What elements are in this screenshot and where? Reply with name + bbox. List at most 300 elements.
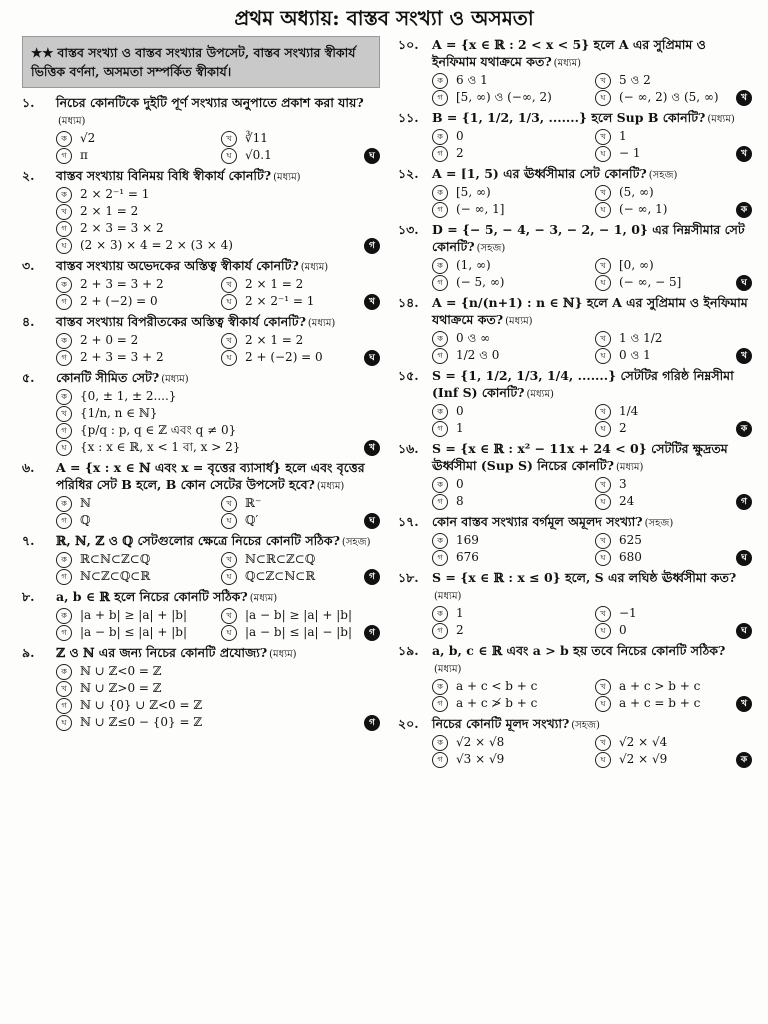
options-grid bbox=[432, 330, 752, 364]
option-item[interactable] bbox=[432, 695, 589, 712]
option-text: 2 bbox=[456, 146, 464, 160]
option-text: √2 × √8 bbox=[456, 735, 505, 749]
answer-badge-icon: ঘ bbox=[364, 350, 380, 366]
options-grid bbox=[56, 186, 380, 254]
option-marker-icon: ঘ bbox=[221, 625, 237, 641]
option-text: 1 ও 1/2 bbox=[619, 331, 663, 345]
option-marker-icon: খ bbox=[595, 185, 611, 201]
difficulty-label: (মধ্যম) bbox=[434, 591, 462, 602]
option-marker-icon: গ bbox=[56, 569, 72, 585]
option-marker-icon: গ bbox=[56, 148, 72, 164]
question-number: ১. bbox=[22, 95, 35, 110]
options-grid bbox=[432, 128, 752, 162]
option-item[interactable] bbox=[56, 663, 380, 680]
question-text: a, b ∈ ℝ হলে নিচের কোনটি সঠিক? bbox=[56, 589, 248, 604]
question-number: ৩. bbox=[22, 258, 35, 273]
question-text: কোন বাস্তব সংখ্যার বর্গমূল অমূলদ সংখ্যা? bbox=[432, 514, 643, 529]
option-text: 0 bbox=[456, 477, 464, 491]
option-marker-icon: খ bbox=[595, 258, 611, 274]
option-text: 3 bbox=[619, 477, 627, 491]
question-header bbox=[398, 109, 752, 128]
difficulty-label: (মধ্যম) bbox=[316, 481, 345, 492]
option-marker-icon: ঘ bbox=[595, 90, 611, 106]
question-text: A = [1, 5) এর ঊর্ধ্বসীমার সেট কোনটি? bbox=[432, 166, 647, 181]
option-text: ℝ⁻ bbox=[245, 496, 262, 510]
option-text: 680 bbox=[619, 550, 642, 564]
option-text: 8 bbox=[456, 494, 464, 508]
question-number: ১৬. bbox=[398, 441, 419, 456]
option-item[interactable] bbox=[595, 201, 752, 218]
option-marker-icon: খ bbox=[595, 404, 611, 420]
options-grid bbox=[432, 605, 752, 639]
option-item[interactable] bbox=[56, 568, 215, 585]
question-text: ℝ, ℕ, ℤ ও ℚ সেটগুলোর ক্ষেত্রে নিচের কোনটি সঠিক? bbox=[56, 533, 340, 548]
option-item[interactable] bbox=[432, 89, 589, 106]
option-text: 169 bbox=[456, 533, 479, 547]
difficulty-label: (সহজ) bbox=[648, 170, 678, 181]
option-text: 1 bbox=[456, 421, 464, 435]
option-text: {0, ± 1, ± 2....} bbox=[80, 389, 177, 403]
question-text-wrap bbox=[432, 715, 752, 734]
option-marker-icon: খ bbox=[595, 331, 611, 347]
question-item bbox=[22, 369, 380, 456]
option-item[interactable] bbox=[595, 347, 752, 364]
option-marker-icon: ক bbox=[56, 389, 72, 405]
option-item[interactable] bbox=[56, 349, 215, 366]
option-text: 0 ও 1 bbox=[619, 348, 651, 362]
question-item bbox=[22, 257, 380, 310]
option-item[interactable] bbox=[595, 184, 752, 201]
option-item[interactable] bbox=[56, 276, 215, 293]
option-text: 1 bbox=[456, 606, 464, 620]
option-item[interactable] bbox=[56, 186, 380, 203]
question-number: ১৪. bbox=[398, 295, 419, 310]
question-text-wrap bbox=[432, 165, 752, 184]
options-grid bbox=[432, 532, 752, 566]
option-marker-icon: ক bbox=[432, 129, 448, 145]
option-item[interactable] bbox=[221, 624, 380, 641]
question-text: S = {x ∈ ℝ : x² − 11x + 24 < 0} সেটটির ক্ষুদ্রতম ঊর্ধ্বসীমা (Sup S) নিচের কোনটি? bbox=[432, 441, 728, 473]
option-item[interactable] bbox=[56, 130, 215, 147]
difficulty-label: (মধ্যম) bbox=[300, 262, 329, 273]
option-item[interactable] bbox=[432, 274, 589, 291]
question-item bbox=[398, 109, 752, 162]
question-number: ১৮. bbox=[398, 570, 419, 585]
option-text: 24 bbox=[619, 494, 635, 508]
question-header bbox=[22, 167, 380, 186]
option-item[interactable] bbox=[432, 128, 589, 145]
option-text: 2 + (−2) = 0 bbox=[80, 294, 158, 308]
difficulty-label: (মধ্যম) bbox=[58, 116, 86, 127]
answer-badge-icon: খ bbox=[736, 348, 752, 364]
option-item[interactable] bbox=[595, 695, 752, 712]
intro-text: বাস্তব সংখ্যা ও বাস্তব সংখ্যার উপসেট, বাস্তব সংখ্যার স্বীকার্য ভিত্তিক বর্ণনা, অসমতা সম্পর্কিত স্বীকার্য। bbox=[31, 45, 356, 79]
option-item[interactable] bbox=[595, 476, 752, 493]
option-marker-icon: ক bbox=[432, 258, 448, 274]
option-marker-icon: খ bbox=[221, 333, 237, 349]
question-header bbox=[398, 294, 752, 330]
option-item[interactable] bbox=[432, 751, 589, 768]
page-title: প্রথম অধ্যায়: বাস্তব সংখ্যা ও অসমতা bbox=[234, 6, 534, 30]
options-grid bbox=[432, 734, 752, 768]
option-item[interactable] bbox=[595, 420, 752, 437]
option-item[interactable] bbox=[595, 128, 752, 145]
option-text: (− ∞, 2) ও (5, ∞) bbox=[619, 90, 719, 104]
option-item[interactable] bbox=[56, 293, 215, 310]
difficulty-label: (মধ্যম) bbox=[273, 172, 301, 183]
option-item[interactable] bbox=[221, 551, 380, 568]
option-text: 625 bbox=[619, 533, 642, 547]
option-text: |a − b| ≤ |a| − |b| bbox=[245, 625, 352, 639]
option-item[interactable] bbox=[595, 751, 752, 768]
question-number: ৭. bbox=[22, 533, 35, 548]
option-item[interactable] bbox=[221, 607, 380, 624]
option-item[interactable] bbox=[595, 330, 752, 347]
difficulty-label: (মধ্যম) bbox=[161, 374, 189, 385]
option-item[interactable] bbox=[56, 405, 380, 422]
options-grid bbox=[432, 678, 752, 712]
question-text: B = {1, 1/2, 1/3, .......} হলে Sup B কোনটি? bbox=[432, 110, 706, 125]
question-number: ৬. bbox=[22, 460, 35, 475]
option-text: √2 × √4 bbox=[619, 735, 668, 749]
question-text-wrap bbox=[56, 644, 380, 663]
option-item[interactable] bbox=[221, 512, 380, 529]
option-marker-icon: ঘ bbox=[595, 146, 611, 162]
question-item bbox=[22, 644, 380, 731]
option-marker-icon: ঘ bbox=[595, 623, 611, 639]
option-item[interactable] bbox=[56, 551, 215, 568]
option-marker-icon: খ bbox=[221, 131, 237, 147]
option-item[interactable] bbox=[432, 201, 589, 218]
option-item[interactable] bbox=[221, 147, 380, 164]
question-text-wrap bbox=[56, 369, 380, 388]
option-text: a + c < b + c bbox=[456, 679, 538, 693]
option-marker-icon: খ bbox=[595, 679, 611, 695]
option-item[interactable] bbox=[432, 257, 589, 274]
option-item[interactable] bbox=[595, 274, 752, 291]
question-item bbox=[398, 642, 752, 712]
option-item[interactable] bbox=[432, 403, 589, 420]
option-text: ℕ ∪ {0} ∪ ℤ<0 = ℤ bbox=[80, 698, 203, 712]
option-item[interactable] bbox=[432, 145, 589, 162]
option-marker-icon: ঘ bbox=[595, 494, 611, 510]
difficulty-label: (মধ্যম) bbox=[249, 593, 278, 604]
question-header bbox=[22, 644, 380, 663]
question-item bbox=[22, 167, 380, 254]
option-text: 2 + (−2) = 0 bbox=[245, 350, 323, 364]
option-marker-icon: ক bbox=[56, 496, 72, 512]
question-text: S = {1, 1/2, 1/3, 1/4, .......} সেটটির গরিষ্ঠ নিম্নসীমা (Inf S) কোনটি? bbox=[432, 368, 734, 400]
options-grid bbox=[56, 332, 380, 366]
option-item[interactable] bbox=[56, 422, 380, 439]
question-text: S = {x ∈ ℝ : x ≤ 0} হলে, S এর লঘিষ্ঠ ঊর্ধ্বসীমা কত? bbox=[432, 570, 737, 585]
star-icon: ★★ bbox=[31, 45, 54, 60]
option-text: (2 × 3) × 4 = 2 × (3 × 4) bbox=[80, 238, 233, 252]
option-item[interactable] bbox=[221, 568, 380, 585]
option-marker-icon: ঘ bbox=[221, 569, 237, 585]
option-text: 0 bbox=[456, 129, 464, 143]
option-marker-icon: গ bbox=[432, 90, 448, 106]
option-text: 2 bbox=[619, 421, 627, 435]
option-marker-icon: ক bbox=[432, 331, 448, 347]
option-text: [5, ∞) ও (−∞, 2) bbox=[456, 90, 552, 104]
option-marker-icon: ক bbox=[56, 333, 72, 349]
question-header bbox=[398, 715, 752, 734]
options-grid bbox=[56, 130, 380, 164]
option-text: ℚ bbox=[80, 513, 91, 527]
question-number: ১০. bbox=[398, 37, 419, 52]
question-number: ১১. bbox=[398, 110, 419, 125]
option-item[interactable] bbox=[595, 678, 752, 695]
question-text-wrap bbox=[56, 313, 380, 332]
answer-badge-icon: গ bbox=[736, 494, 752, 510]
question-header bbox=[22, 459, 380, 495]
option-marker-icon: খ bbox=[595, 606, 611, 622]
question-header bbox=[22, 313, 380, 332]
option-marker-icon: গ bbox=[56, 221, 72, 237]
question-text-wrap bbox=[56, 588, 380, 607]
difficulty-label: (মধ্যম) bbox=[553, 58, 582, 69]
question-number: ১৯. bbox=[398, 643, 419, 658]
option-text: 2 + 3 = 3 + 2 bbox=[80, 277, 164, 291]
option-item[interactable] bbox=[595, 532, 752, 549]
left-column bbox=[22, 36, 380, 734]
option-marker-icon: গ bbox=[432, 348, 448, 364]
option-marker-icon: গ bbox=[432, 202, 448, 218]
option-marker-icon: ক bbox=[56, 552, 72, 568]
question-number: ১৩. bbox=[398, 222, 419, 237]
option-item[interactable] bbox=[432, 184, 589, 201]
answer-badge-icon: খ bbox=[736, 146, 752, 162]
question-header bbox=[398, 440, 752, 476]
difficulty-label: (সহজ) bbox=[476, 243, 506, 254]
option-item[interactable] bbox=[221, 349, 380, 366]
option-text: 2 × 3 = 3 × 2 bbox=[80, 221, 164, 235]
option-item[interactable] bbox=[432, 72, 589, 89]
option-item[interactable] bbox=[432, 734, 589, 751]
option-item[interactable] bbox=[56, 237, 380, 254]
option-item[interactable] bbox=[56, 147, 215, 164]
option-marker-icon: ঘ bbox=[595, 752, 611, 768]
option-item[interactable] bbox=[595, 403, 752, 420]
option-text: |a − b| ≥ |a| + |b| bbox=[245, 608, 352, 622]
question-item bbox=[398, 513, 752, 566]
question-text-wrap bbox=[56, 167, 380, 186]
option-marker-icon: গ bbox=[56, 294, 72, 310]
option-marker-icon: খ bbox=[221, 552, 237, 568]
answer-badge-icon: খ bbox=[736, 696, 752, 712]
option-item[interactable] bbox=[56, 439, 380, 456]
option-text: |a − b| ≤ |a| + |b| bbox=[80, 625, 187, 639]
option-text: 2 + 3 = 3 + 2 bbox=[80, 350, 164, 364]
option-item[interactable] bbox=[595, 605, 752, 622]
question-header bbox=[22, 369, 380, 388]
option-item[interactable] bbox=[56, 220, 380, 237]
option-item[interactable] bbox=[56, 495, 215, 512]
question-number: ৮. bbox=[22, 589, 35, 604]
answer-badge-icon: গ bbox=[364, 625, 380, 641]
question-text: বাস্তব সংখ্যায় অভেদকের অস্তিত্ব স্বীকার্য কোনটি? bbox=[56, 258, 299, 273]
option-text: |a + b| ≥ |a| + |b| bbox=[80, 608, 187, 622]
question-text-wrap bbox=[432, 109, 752, 128]
question-text-wrap bbox=[56, 459, 380, 495]
option-text: ℚ′ bbox=[245, 513, 259, 527]
option-marker-icon: ক bbox=[56, 131, 72, 147]
option-text: 5 ও 2 bbox=[619, 73, 651, 87]
option-text: a + c = b + c bbox=[619, 696, 701, 710]
option-marker-icon: খ bbox=[221, 277, 237, 293]
question-number: ১৭. bbox=[398, 514, 419, 529]
option-item[interactable] bbox=[221, 293, 380, 310]
option-marker-icon: ঘ bbox=[595, 421, 611, 437]
option-item[interactable] bbox=[56, 203, 380, 220]
option-text: a + c > b + c bbox=[619, 679, 701, 693]
option-item[interactable] bbox=[56, 512, 215, 529]
question-text-wrap bbox=[432, 513, 752, 532]
option-text: (− ∞, − 5] bbox=[619, 275, 682, 289]
option-item[interactable] bbox=[595, 89, 752, 106]
option-text: ℕ bbox=[80, 496, 91, 510]
option-marker-icon: গ bbox=[56, 350, 72, 366]
options-grid bbox=[432, 476, 752, 510]
option-text: 2 × 1 = 2 bbox=[245, 333, 304, 347]
question-item bbox=[22, 313, 380, 366]
question-header bbox=[398, 642, 752, 678]
options-grid bbox=[432, 403, 752, 437]
option-marker-icon: ঘ bbox=[56, 440, 72, 456]
option-item[interactable] bbox=[221, 495, 380, 512]
question-item bbox=[398, 294, 752, 364]
question-item bbox=[22, 532, 380, 585]
option-text: (− ∞, 1) bbox=[619, 202, 668, 216]
answer-badge-icon: গ bbox=[364, 569, 380, 585]
option-item[interactable] bbox=[432, 476, 589, 493]
option-text: {1/n, n ∈ ℕ} bbox=[80, 406, 158, 420]
question-item bbox=[398, 221, 752, 291]
option-item[interactable] bbox=[595, 622, 752, 639]
option-text: ℝ⊂ℕ⊂ℤ⊂ℚ bbox=[80, 552, 151, 566]
option-marker-icon: গ bbox=[56, 513, 72, 529]
option-marker-icon: ঘ bbox=[595, 275, 611, 291]
option-marker-icon: গ bbox=[56, 698, 72, 714]
question-header bbox=[398, 221, 752, 257]
option-item[interactable] bbox=[595, 257, 752, 274]
answer-badge-icon: গ bbox=[364, 715, 380, 731]
answer-badge-icon: ঘ bbox=[736, 623, 752, 639]
question-item bbox=[398, 367, 752, 437]
option-item[interactable] bbox=[595, 145, 752, 162]
option-item[interactable] bbox=[432, 605, 589, 622]
option-marker-icon: খ bbox=[221, 496, 237, 512]
question-text-wrap bbox=[432, 294, 752, 330]
option-marker-icon: খ bbox=[56, 681, 72, 697]
option-item[interactable] bbox=[432, 678, 589, 695]
option-item[interactable] bbox=[432, 622, 589, 639]
option-text: 0 bbox=[456, 404, 464, 418]
answer-badge-icon: ক bbox=[736, 752, 752, 768]
right-question-list bbox=[398, 36, 752, 768]
option-text: ℕ ∪ ℤ≤0 − {0} = ℤ bbox=[80, 715, 203, 729]
option-item[interactable] bbox=[432, 532, 589, 549]
question-item bbox=[22, 459, 380, 529]
option-item[interactable] bbox=[595, 549, 752, 566]
option-marker-icon: ক bbox=[56, 608, 72, 624]
option-text: √2 × √9 bbox=[619, 752, 668, 766]
option-text: 0 bbox=[619, 623, 627, 637]
option-text: ℚ⊂ℤ⊂ℕ⊂ℝ bbox=[245, 569, 316, 583]
option-item[interactable] bbox=[56, 388, 380, 405]
difficulty-label: (মধ্যম) bbox=[505, 316, 533, 327]
option-item[interactable] bbox=[56, 680, 380, 697]
option-marker-icon: গ bbox=[432, 275, 448, 291]
option-item[interactable] bbox=[56, 624, 215, 641]
option-marker-icon: ঘ bbox=[221, 294, 237, 310]
question-header bbox=[22, 257, 380, 276]
option-item[interactable] bbox=[595, 493, 752, 510]
question-text-wrap bbox=[432, 36, 752, 72]
option-marker-icon: ঘ bbox=[595, 348, 611, 364]
left-question-list bbox=[22, 94, 380, 731]
options-grid bbox=[56, 276, 380, 310]
option-item[interactable] bbox=[56, 332, 215, 349]
question-number: ৯. bbox=[22, 645, 35, 660]
question-text: a, b, c ∈ ℝ এবং a > b হয় তবে নিচের কোনটি সঠিক? bbox=[432, 643, 726, 658]
option-marker-icon: ঘ bbox=[595, 202, 611, 218]
difficulty-label: (মধ্যম) bbox=[307, 318, 336, 329]
option-text: ℕ⊂ℤ⊂ℚ⊂ℝ bbox=[80, 569, 151, 583]
question-text: বাস্তব সংখ্যায় বিপরীতকের অস্তিত্ব স্বীকার্য কোনটি? bbox=[56, 314, 306, 329]
option-item[interactable] bbox=[221, 332, 380, 349]
option-text: 1/2 ও 0 bbox=[456, 348, 500, 362]
option-text: 676 bbox=[456, 550, 479, 564]
option-marker-icon: গ bbox=[432, 494, 448, 510]
question-text-wrap bbox=[432, 221, 752, 257]
option-marker-icon: গ bbox=[432, 550, 448, 566]
question-header bbox=[398, 569, 752, 605]
question-text: A = {x ∈ ℝ : 2 < x < 5} হলে A এর সুপ্রিমাম ও ইনফিমাম যথাক্রমে কত? bbox=[432, 37, 706, 69]
option-text: 2 × 2⁻¹ = 1 bbox=[80, 187, 150, 201]
option-item[interactable] bbox=[56, 714, 380, 731]
option-text: ℕ ∪ ℤ<0 = ℤ bbox=[80, 664, 162, 678]
option-text: 2 + 0 = 2 bbox=[80, 333, 139, 347]
option-item[interactable] bbox=[56, 607, 215, 624]
option-marker-icon: ঘ bbox=[595, 696, 611, 712]
option-item[interactable] bbox=[595, 72, 752, 89]
option-item[interactable] bbox=[221, 276, 380, 293]
option-marker-icon: খ bbox=[56, 204, 72, 220]
option-item[interactable] bbox=[432, 420, 589, 437]
option-item[interactable] bbox=[595, 734, 752, 751]
question-item bbox=[398, 36, 752, 106]
option-item[interactable] bbox=[56, 697, 380, 714]
difficulty-label: (মধ্যম) bbox=[434, 664, 462, 675]
option-item[interactable] bbox=[432, 330, 589, 347]
difficulty-label: (মধ্যম) bbox=[269, 649, 297, 660]
option-text: 0 ও ∞ bbox=[456, 331, 491, 345]
option-text: 2 × 1 = 2 bbox=[245, 277, 304, 291]
question-item bbox=[398, 569, 752, 639]
answer-badge-icon: ঘ bbox=[736, 550, 752, 566]
option-text: 6 ও 1 bbox=[456, 73, 488, 87]
option-item[interactable] bbox=[432, 549, 589, 566]
option-item[interactable] bbox=[432, 493, 589, 510]
chapter-intro-box bbox=[22, 36, 380, 88]
option-item[interactable] bbox=[221, 130, 380, 147]
option-item[interactable] bbox=[432, 347, 589, 364]
question-text-wrap bbox=[56, 532, 380, 551]
question-header bbox=[398, 367, 752, 403]
option-text: 2 bbox=[456, 623, 464, 637]
